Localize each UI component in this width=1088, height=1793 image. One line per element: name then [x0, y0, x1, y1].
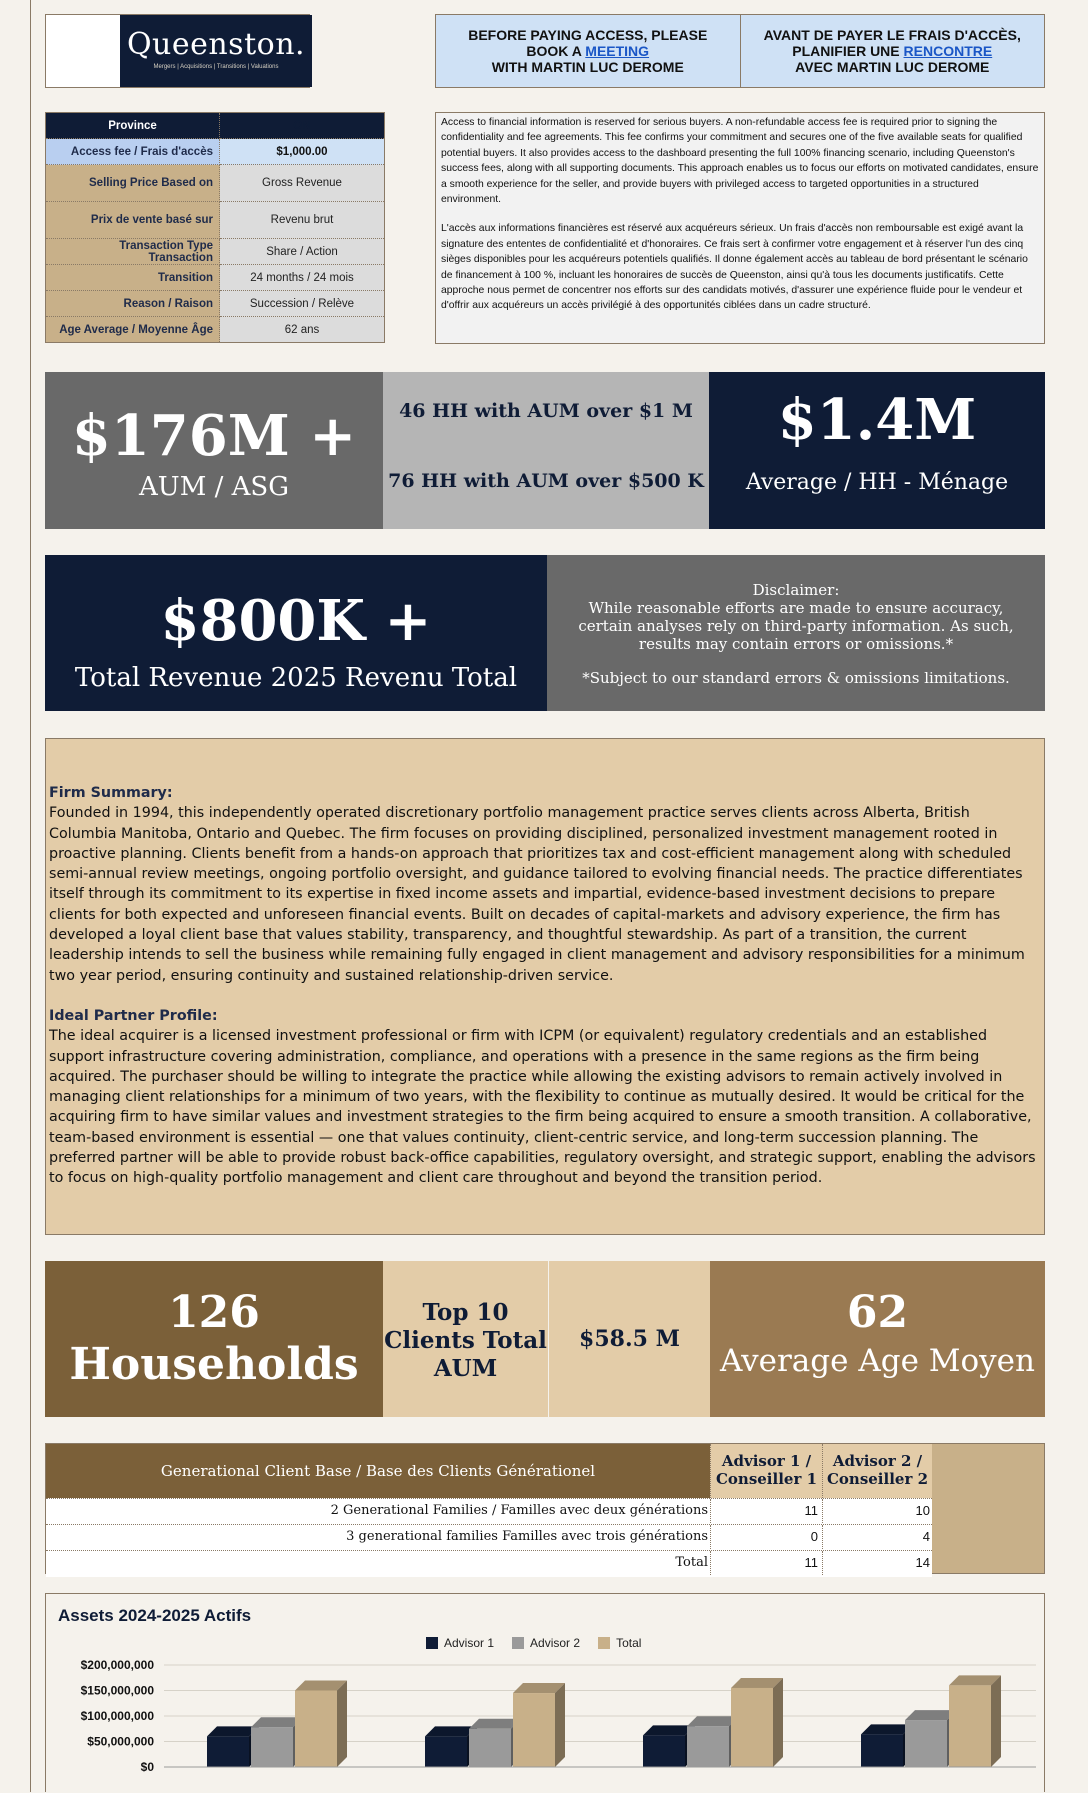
aum-value: $176M +	[71, 403, 357, 469]
table-row	[46, 291, 385, 317]
top10-value: $58.5 M	[548, 1261, 710, 1417]
row-value: 24 months / 24 mois	[220, 265, 385, 291]
access-notice-fr: L'accès aux informations financières est réservé aux acquéreurs sérieux. Un frais d'accès non remboursable est exigé avant la signature des ententes de confidentialité et d'honoraires. Ce frais sert à confirmer votre engagement et à réserver l'un des cinq sièges disponibles pour les acquéreurs potentiels qualifiés. Il donne également accès au tableau de bord présentant le scénario de financement à 100 %, incluant les honoraires de succès de Queenston, ainsi qu'à tous les documents justificatifs. Cette approche nous permet de concentrer nos efforts sur des candidats motivés, d'assurer une expérience fluide pour le vendeur et d'offrir aux acquéreurs un accès privilégié à des opportunités ciblées dans un cadre structuré.	[441, 223, 1028, 312]
avg-hh-label: Average / HH - Ménage	[745, 470, 1009, 495]
bar-side	[337, 1681, 347, 1768]
access-notice-en: Access to financial information is reserved for serious buyers. A non-refundable access fee is required prior to signing the confidentiality and fee agreements. This fee confirms your commitment and secures one of the five available seats for qualified potential buyers. It also provides access to the dashboard presenting the full 100% financing scenario, including Queenston's success fees, along with all supporting documents. This approach enables us to focus our efforts on motivated candidates, ensure a smooth experience for the seller, and provide buyers with privileged access to targeted opportunities in a structured environment.	[441, 117, 1039, 206]
hh-over-500k: 76 HH with AUM over $500 K	[388, 470, 704, 492]
generational-title: Generational Client Base / Base des Clients Générationel	[46, 1444, 710, 1498]
advisor1-value: 11	[710, 1551, 822, 1575]
partner-profile-text: The ideal acquirer is a licensed investment professional or firm with ICPM (or equivalent) regulatory credentials and an established support infrastructure covering administration, compliance, and operations with a presence in the same regions as the firm being acquired. The purchaser should be willing to integrate the practice while allowing the existing advisors to remain actively involved in managing client relationships for a minimum of two years, with the flexibility to continue as mutually desired. It would be critical for the acquiring firm to have similar values and investment strategies to the firm being acquired to ensure a smooth transition. A collaborative, team-based environment is essential — one that values continuity, client-centric service, and long-term succession planning. The preferred partner will be able to provide robust back-office capabilities, regulatory oversight, and strategic support, enabling the advisors to focus on high-quality portfolio management and client care throughout and beyond the transition period.	[49, 1028, 1036, 1187]
y-tick-label: $0	[140, 1760, 154, 1774]
table-row	[46, 202, 385, 239]
rencontre-link[interactable]: RENCONTRE	[903, 43, 993, 59]
row-value: ON	[220, 113, 385, 139]
households-value: 126	[168, 1287, 260, 1338]
row-label: 2 Generational Families / Familles avec deux générations	[330, 1503, 708, 1518]
advisor2-value: 4	[822, 1525, 934, 1549]
bar	[295, 1691, 337, 1768]
bar-side	[773, 1678, 783, 1767]
revenue-stat	[45, 555, 547, 711]
meeting-fr-after: AVEC MARTIN LUC DEROME	[795, 59, 990, 75]
table-row	[46, 139, 385, 165]
partner-profile-title: Ideal Partner Profile:	[49, 1007, 218, 1024]
y-tick-label: $150,000,000	[80, 1683, 154, 1698]
bar	[949, 1685, 991, 1767]
aum-stat	[45, 372, 383, 529]
advisor1-value: 0	[710, 1525, 822, 1549]
generational-table	[45, 1443, 1045, 1574]
chart-plot	[46, 1594, 1046, 1793]
page-frame-line	[30, 0, 31, 1792]
chart-title: Assets 2024-2025 Actifs	[58, 1606, 252, 1625]
row-label: Total	[675, 1555, 708, 1570]
bar	[513, 1693, 555, 1767]
table-row	[46, 1550, 932, 1577]
row-label: Access fee / Frais d'accès	[46, 139, 220, 165]
aum-label: AUM / ASG	[139, 472, 289, 502]
average-age-stat	[710, 1261, 1045, 1417]
bar	[905, 1720, 947, 1767]
row-value: $1,000.00	[220, 139, 385, 165]
table-row	[46, 113, 385, 139]
top10-label: Top 10 Clients Total AUM	[383, 1261, 548, 1417]
revenue-value: $800K +	[160, 588, 432, 654]
table-row	[46, 1498, 932, 1525]
table-row	[46, 265, 385, 291]
logo-container	[45, 14, 310, 88]
revenue-label: Total Revenue 2025 Revenu Total	[74, 663, 518, 693]
bar-side	[991, 1675, 1001, 1767]
legend-label: Total	[616, 1636, 642, 1650]
advisor2-value: 14	[822, 1551, 934, 1575]
hh-over-1m: 46 HH with AUM over $1 M	[399, 400, 693, 422]
row-value: 62 ans	[220, 317, 385, 343]
disclaimer-body: While reasonable efforts are made to ensure accuracy, certain analyses rely on third-party information. As such, results may contain errors or omissions.*	[578, 599, 1014, 653]
firm-summary-text: Founded in 1994, this independently operated discretionary portfolio management practice serves clients across Alberta, British Columbia Manitoba, Ontario and Quebec. The firm focuses on providing disciplined, personalized investment management rooted in proactive planning. Clients benefit from a hands-on approach that prioritizes tax and cost-efficient management along with scheduled semi-annual review meetings, ongoing portfolio oversight, and guidance tailored to evolving financial needs. The practice differentiates itself through its commitment to its expertise in fixed income assets and impartial, evidence-based investment decisions to prepare clients for both expected and unforeseen financial events. Built on decades of capital-markets and advisory experience, the firm has developed a loyal client base that values stability, transparency, and thoughtful stewardship. As part of a transition, the current leadership intends to sell the business while remaining fully engaged in client management and advisory responsibilities for a minimum two year period, ensuring continuity and sustained relationship-driven service.	[49, 805, 1025, 984]
bar	[643, 1735, 685, 1767]
bar	[251, 1727, 293, 1767]
legend-label: Advisor 2	[530, 1636, 581, 1650]
y-tick-label: $200,000,000	[80, 1658, 154, 1672]
meeting-link[interactable]: MEETING	[585, 43, 650, 59]
row-label: Province	[46, 113, 220, 139]
age-label: Average Age Moyen	[720, 1343, 1035, 1379]
bar	[731, 1688, 773, 1767]
y-tick-label: $50,000,000	[87, 1734, 154, 1749]
avg-hh-value: $1.4M	[777, 387, 977, 453]
meeting-en-after: WITH MARTIN LUC DEROME	[491, 59, 684, 75]
meeting-fr-before: AVANT DE PAYER LE FRAIS D'ACCÈS, PLANIFIER UNE	[763, 27, 1021, 59]
table-row	[46, 239, 385, 265]
row-label: 3 generational families Familles avec trois générations	[346, 1529, 708, 1544]
assets-chart	[45, 1593, 1045, 1792]
age-value: 62	[846, 1287, 909, 1338]
bar	[207, 1736, 249, 1767]
meeting-notice-en	[436, 15, 740, 87]
table-row	[46, 317, 385, 343]
table-row	[46, 1524, 932, 1551]
y-tick-label: $100,000,000	[80, 1709, 154, 1723]
hh-aum-breakdown	[383, 372, 709, 529]
meeting-notice-fr	[740, 15, 1045, 87]
table-row	[46, 165, 385, 202]
row-label: Reason / Raison	[46, 291, 220, 317]
logo-tagline: Mergers | Acquisitions | Transitions | Valuations	[153, 64, 279, 70]
row-label: Age Average / Moyenne Âge	[46, 317, 220, 343]
disclaimer-note: *Subject to our standard errors & omissions limitations.	[582, 669, 1010, 687]
advisor1-header: Advisor 1 / Conseiller 1	[710, 1444, 822, 1498]
meeting-en-before: BEFORE PAYING ACCESS, PLEASE BOOK A	[468, 27, 708, 59]
households-label: Households	[69, 1339, 359, 1390]
row-label: Prix de vente basé sur	[46, 202, 220, 239]
bar	[425, 1736, 467, 1767]
advisor2-header: Advisor 2 / Conseiller 2	[822, 1444, 932, 1498]
queenston-logo	[120, 15, 312, 87]
listing-info-table	[45, 112, 385, 343]
advisor2-value: 10	[822, 1499, 934, 1523]
row-value: Share / Action	[220, 239, 385, 265]
bar	[469, 1729, 511, 1767]
row-value: Gross Revenue	[220, 165, 385, 202]
disclaimer-box	[547, 555, 1045, 711]
access-fee-notice	[435, 112, 1045, 344]
disclaimer-title: Disclaimer:	[752, 581, 840, 599]
bar-side	[555, 1683, 565, 1767]
logo-name: Queenston.	[126, 27, 306, 62]
meeting-banner	[435, 14, 1045, 88]
firm-summary-section	[45, 738, 1045, 1235]
row-label: Transition	[46, 265, 220, 291]
row-label: Selling Price Based on	[46, 165, 220, 202]
row-value: Revenu brut	[220, 202, 385, 239]
households-stat	[45, 1261, 383, 1417]
row-value: Succession / Relève	[220, 291, 385, 317]
avg-hh-stat	[709, 372, 1045, 529]
bar	[861, 1734, 903, 1767]
bar	[687, 1726, 729, 1767]
advisor1-value: 11	[710, 1499, 822, 1523]
firm-summary-title: Firm Summary:	[49, 785, 173, 801]
row-label: Transaction Type Transaction	[46, 239, 220, 265]
legend-label: Advisor 1	[444, 1636, 495, 1650]
